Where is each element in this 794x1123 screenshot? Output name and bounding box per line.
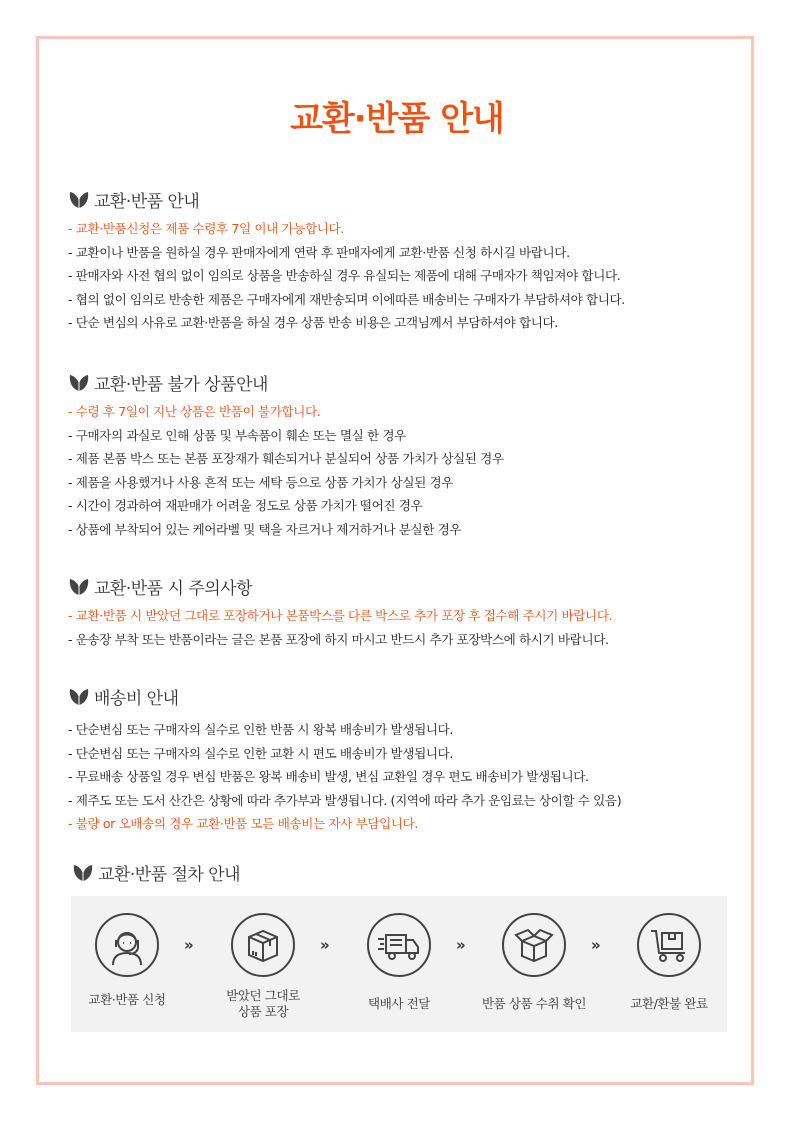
leaf-icon: [68, 576, 90, 596]
step-arrow: »: [456, 936, 464, 954]
step-arrow: »: [591, 936, 599, 954]
text-line: - 단순변심 또는 구매자의 실수로 인한 교환 시 편도 배송비가 발생됩니다.: [68, 745, 453, 761]
leaf-icon: [68, 686, 90, 706]
step-arrow: »: [320, 936, 328, 954]
section-caution: [68, 574, 728, 651]
text-line: - 제품을 사용했거나 사용 흔적 또는 세탁 등으로 상품 가치가 상실된 경우: [68, 474, 453, 490]
text-line: - 상품에 부착되어 있는 케어라벨 및 택을 자르거나 제거하거나 분실한 경우: [68, 521, 462, 537]
leaf-icon: [68, 372, 90, 392]
text-line: - 제품 본품 박스 또는 본품 포장재가 훼손되거나 분실되어 상품 가치가 상실된 경우: [68, 451, 504, 467]
step-label: 교환/환불 완료: [630, 996, 708, 1011]
step-label: 반품 상품 수취 확인: [481, 996, 587, 1011]
section-header: [68, 370, 728, 394]
text-line: - 수령 후 7일이 지난 상품은 반품이 불가합니다.: [68, 404, 321, 419]
section-header: [68, 574, 728, 598]
text-line: - 구매자의 과실로 인해 상품 및 부속품이 훼손 또는 멸실 한 경우: [68, 427, 406, 443]
leaf-icon: [72, 862, 94, 882]
step-label: 받았던 그대로 상품 포장: [226, 988, 300, 1019]
section-shipping-fee: [68, 684, 728, 836]
section-title: 교환·반품 시 주의사항: [94, 578, 253, 599]
text-line: - 무료배송 상품일 경우 변심 반품은 왕복 배송비 발생, 변심 교환일 경우 편도 배송비가 발생됩니다.: [68, 769, 589, 785]
section-header: [68, 187, 728, 211]
section-title: 배송비 안내: [94, 688, 179, 709]
open-box-icon: [502, 913, 566, 977]
page-title: 교환·반품 안내: [290, 99, 504, 139]
section-title: 교환·반품 절차 안내: [98, 864, 241, 885]
text-line: - 단순 변심의 사유로 교환·반품을 하실 경우 상품 반송 비용은 고객님께서 부담하셔야 합니다.: [68, 315, 558, 331]
text-line: - 운송장 부착 또는 반품이라는 글은 본품 포장에 하지 마시고 반드시 추가 포장박스에 하시기 바랍니다.: [68, 631, 609, 647]
text-line: - 교환이나 반품을 원하실 경우 판매자에게 연락 후 판매자에게 교환·반품 신청 하시길 바랍니다.: [68, 244, 570, 260]
text-line: - 협의 없이 임의로 반송한 제품은 구매자에게 재반송되며 이에따른 배송비는 구매자가 부담하셔야 합니다.: [68, 291, 625, 307]
process-steps-box: [71, 896, 727, 1032]
text-line: - 판매자와 사전 협의 없이 임의로 상품을 반송하실 경우 유실되는 제품에 대해 구매자가 책임져야 합니다.: [68, 268, 621, 284]
section-header: [72, 860, 732, 884]
package-box-icon: [231, 913, 295, 977]
step-label: 택배사 전달: [368, 996, 430, 1011]
section-non-returnable: [68, 370, 728, 542]
section-title: 교환·반품 불가 상품안내: [94, 374, 268, 395]
leaf-icon: [68, 189, 90, 209]
section-exchange-return-info: [68, 187, 728, 335]
section-header: [68, 684, 728, 708]
text-line: - 교환·반품신청은 제품 수령후 7일 이내 가능합니다.: [68, 221, 344, 236]
headset-agent-icon: [95, 913, 159, 977]
text-line: - 제주도 또는 도서 산간은 상황에 따라 추가부과 발생됩니다. (지역에 따라 추가 운임료는 상이할 수 있음): [68, 792, 622, 808]
text-line: - 단순변심 또는 구매자의 실수로 인한 반품 시 왕복 배송비가 발생됩니다.: [68, 722, 453, 737]
section-process: [72, 860, 732, 890]
text-line: - 시간이 경과하여 재판매가 어려울 정도로 상품 가치가 떨어진 경우: [68, 498, 423, 514]
text-line: - 교환·반품 시 받았던 그대로 포장하거나 본품박스를 다른 박스로 추가 포장 후 접수해 주시기 바랍니다.: [68, 608, 613, 623]
section-title: 교환·반품 안내: [94, 191, 200, 212]
cart-box-icon: [637, 913, 701, 977]
step-label: 교환·반품 신청: [88, 992, 166, 1007]
delivery-truck-icon: [367, 913, 431, 977]
step-arrow: »: [184, 936, 192, 954]
text-line: - 불량 or 오배송의 경우 교환·반품 모든 배송비는 자사 부담입니다.: [68, 816, 419, 832]
